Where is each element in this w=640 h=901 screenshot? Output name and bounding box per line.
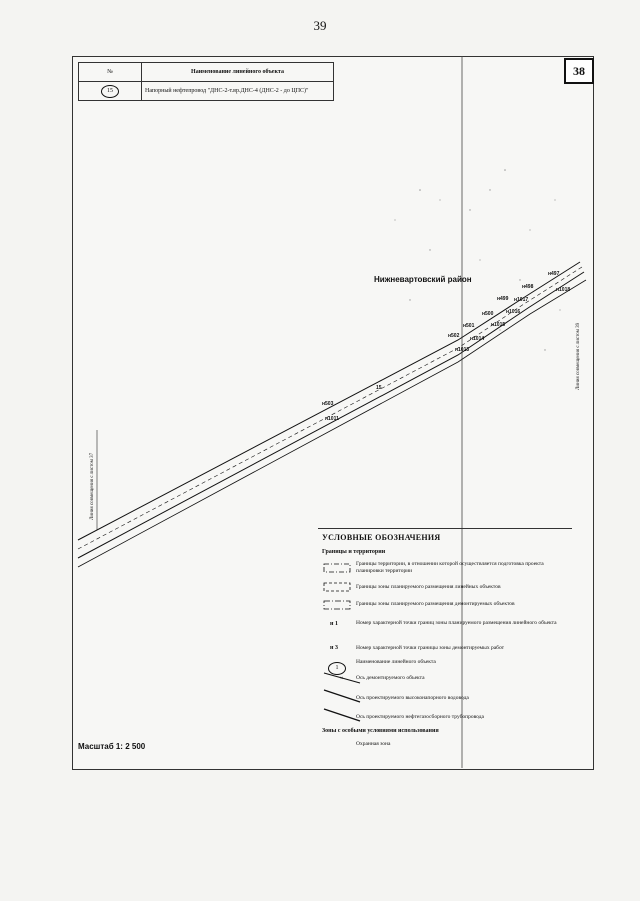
legend-item: Границы зоны планируемого размещения линейных объектов bbox=[356, 584, 501, 590]
legend-symbol-point1: н 1 bbox=[330, 621, 338, 627]
terrain-texture bbox=[394, 169, 560, 350]
point-label: н1014 bbox=[470, 336, 485, 342]
side-label-left: Линия совмещения с листом 37 bbox=[90, 452, 95, 520]
header-col-name: Наименование линейного объекта bbox=[142, 63, 334, 82]
legend-section-boundaries: Границы и территории bbox=[322, 549, 386, 555]
point-label: н501 bbox=[463, 323, 475, 329]
point-label: н498 bbox=[522, 284, 534, 290]
point-label: н502 bbox=[448, 333, 460, 339]
point-label: н1016 bbox=[506, 309, 521, 315]
point-label: н1017 bbox=[514, 297, 529, 303]
point-label: н497 bbox=[548, 271, 560, 277]
legend-symbol-circle: 1 bbox=[328, 662, 346, 675]
legend-symbol-demolition-zone bbox=[322, 599, 352, 611]
point-label: н503 bbox=[322, 401, 334, 407]
point-label: н500 bbox=[482, 311, 494, 317]
legend-item: Ось проектируемого высоконапорного водовода bbox=[356, 695, 469, 701]
legend-item: Границы территории, в отношении которой осуществляется подготовка проекта планировки территории bbox=[356, 561, 544, 574]
legend-title: УСЛОВНЫЕ ОБОЗНАЧЕНИЯ bbox=[322, 533, 441, 542]
point-label: н499 bbox=[497, 296, 509, 302]
pipeline-corridor bbox=[78, 262, 586, 567]
legend bbox=[318, 528, 572, 751]
legend-symbol-zone bbox=[322, 581, 352, 593]
legend-item: Номер характерной точки границ зоны планируемого размещения линейного объекта bbox=[356, 620, 557, 626]
legend-symbol-point2: н 3 bbox=[330, 645, 338, 651]
point-label: н1013 bbox=[455, 347, 470, 353]
scale-label: Масштаб 1: 2 500 bbox=[78, 742, 146, 751]
point-label: 15 bbox=[376, 385, 382, 391]
legend-item: Ось демонтируемого объекта bbox=[356, 675, 425, 681]
point-label: н1015 bbox=[491, 322, 506, 328]
page-number: 39 bbox=[313, 18, 327, 33]
sheet-number: 38 bbox=[564, 58, 594, 84]
svg-text:×: × bbox=[340, 676, 344, 682]
point-label: н1018 bbox=[556, 287, 571, 293]
district-label: Нижневартовский район bbox=[374, 275, 472, 284]
point-label: н1011 bbox=[325, 416, 339, 422]
legend-item: Границы зоны планируемого размещения демонтируемых объектов bbox=[356, 601, 515, 607]
legend-section-zones: Зоны с особыми условиями использования bbox=[322, 728, 439, 734]
header-row-name: Напорный нефтепровод "ДНС-2-т.вр.ДНС-4 (ДНС-2 - до ЦПС)" bbox=[142, 82, 334, 101]
legend-item-protection-zone: Охранная зона bbox=[356, 741, 391, 747]
header-col-number: № bbox=[79, 63, 142, 82]
side-label-right: Линия совмещения с листом 39 bbox=[576, 322, 581, 390]
legend-item: Номер характерной точки границы зоны демонтируемых работ bbox=[356, 645, 505, 651]
legend-item: Ось проектируемого нефтегазосборного трубопровода bbox=[356, 714, 485, 720]
object-id-tag: 15 bbox=[101, 85, 119, 98]
legend-symbol-territory bbox=[322, 562, 352, 574]
legend-item: Наименование линейного объекта bbox=[356, 659, 436, 665]
